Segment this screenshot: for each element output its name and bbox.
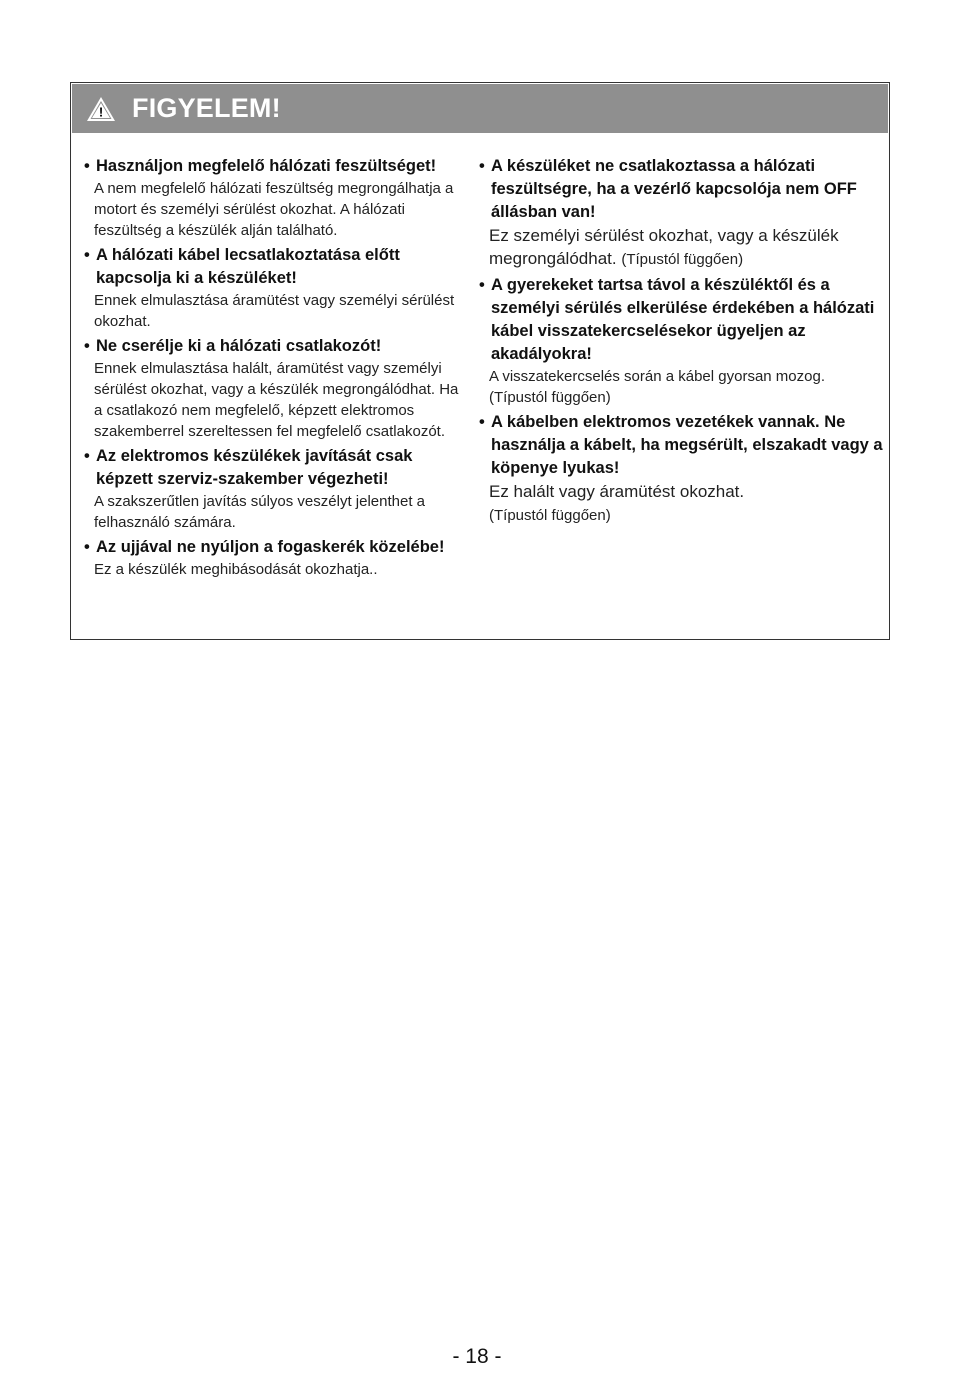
warning-heading: • A hálózati kábel lecsatlakoztatása előtt kapcsolja ki a készüléket!	[84, 246, 400, 287]
warning-banner	[72, 84, 888, 133]
warning-item	[479, 155, 889, 271]
model-note: (Típustól függően)	[489, 507, 611, 524]
warning-heading: • A gyerekeket tartsa távol a készüléktől és a személyi sérülés elkerülése érdekében a hálózati kábel visszatekercselésekor ügyeljen az akadályokra!	[479, 276, 875, 363]
page-number: - 18 -	[452, 1345, 502, 1368]
warning-triangle-icon	[86, 96, 116, 122]
model-note: (Típustól függően)	[621, 251, 744, 268]
warning-text: Ez személyi sérülést okozhat, vagy a készülék megrongálódhat. (Típustól függően)	[489, 226, 839, 268]
model-note: (Típustól függően)	[489, 389, 611, 406]
warning-heading: • Az ujjával ne nyúljon a fogaskerék közelébe!	[84, 538, 445, 556]
warning-item	[84, 536, 464, 580]
right-column	[479, 155, 889, 530]
warning-heading: • Használjon megfelelő hálózati feszültséget!	[84, 157, 437, 175]
warning-box	[70, 82, 890, 640]
warning-text: Ennek elmulasztása áramütést vagy személyi sérülést okozhat.	[94, 292, 455, 330]
warning-text: Ez a készülék meghibásodását okozhatja..	[94, 561, 378, 578]
warning-heading: • Ne cserélje ki a hálózati csatlakozót!	[84, 337, 382, 355]
warning-text: A visszatekercselés során a kábel gyorsan mozog. (Típustól függően)	[489, 368, 825, 406]
svg-text:!: !	[98, 104, 104, 120]
warning-item	[479, 274, 889, 408]
warning-item	[84, 244, 464, 332]
warning-title: FIGYELEM!	[132, 93, 281, 123]
left-column	[84, 155, 464, 583]
warning-heading: • Az elektromos készülékek javítását csak képzett szerviz-szakember végezheti!	[84, 447, 413, 488]
warning-text: A szakszerűtlen javítás súlyos veszélyt jelenthet a felhasználó számára.	[94, 493, 425, 531]
warning-heading: • A készüléket ne csatlakoztassa a hálózati feszültségre, ha a vezérlő kapcsolója nem OFF állásban van!	[479, 157, 857, 221]
warning-item	[479, 411, 889, 527]
warning-item	[84, 155, 464, 241]
warning-item	[84, 335, 464, 442]
warning-text: Ez halált vagy áramütést okozhat. (Típustól függően)	[489, 482, 745, 524]
warning-text: Ennek elmulasztása halált, áramütést vagy személyi sérülést okozhat, vagy a készülék megrongálódhat. Ha a csatlakozó nem megfelelő, képzett elektromos szakemberrel szereltessen fel megfelelő csatlakozót.	[94, 360, 459, 440]
warning-text: A nem megfelelő hálózati feszültség megrongálhatja a motort és személyi sérülést okozhat. A hálózati feszültség a készülék alján található.	[94, 180, 454, 239]
warning-heading: • A kábelben elektromos vezetékek vannak. Ne használja a kábelt, ha megsérült, elszakadt vagy a köpenye lyukas!	[479, 413, 883, 477]
warning-item	[84, 445, 464, 533]
